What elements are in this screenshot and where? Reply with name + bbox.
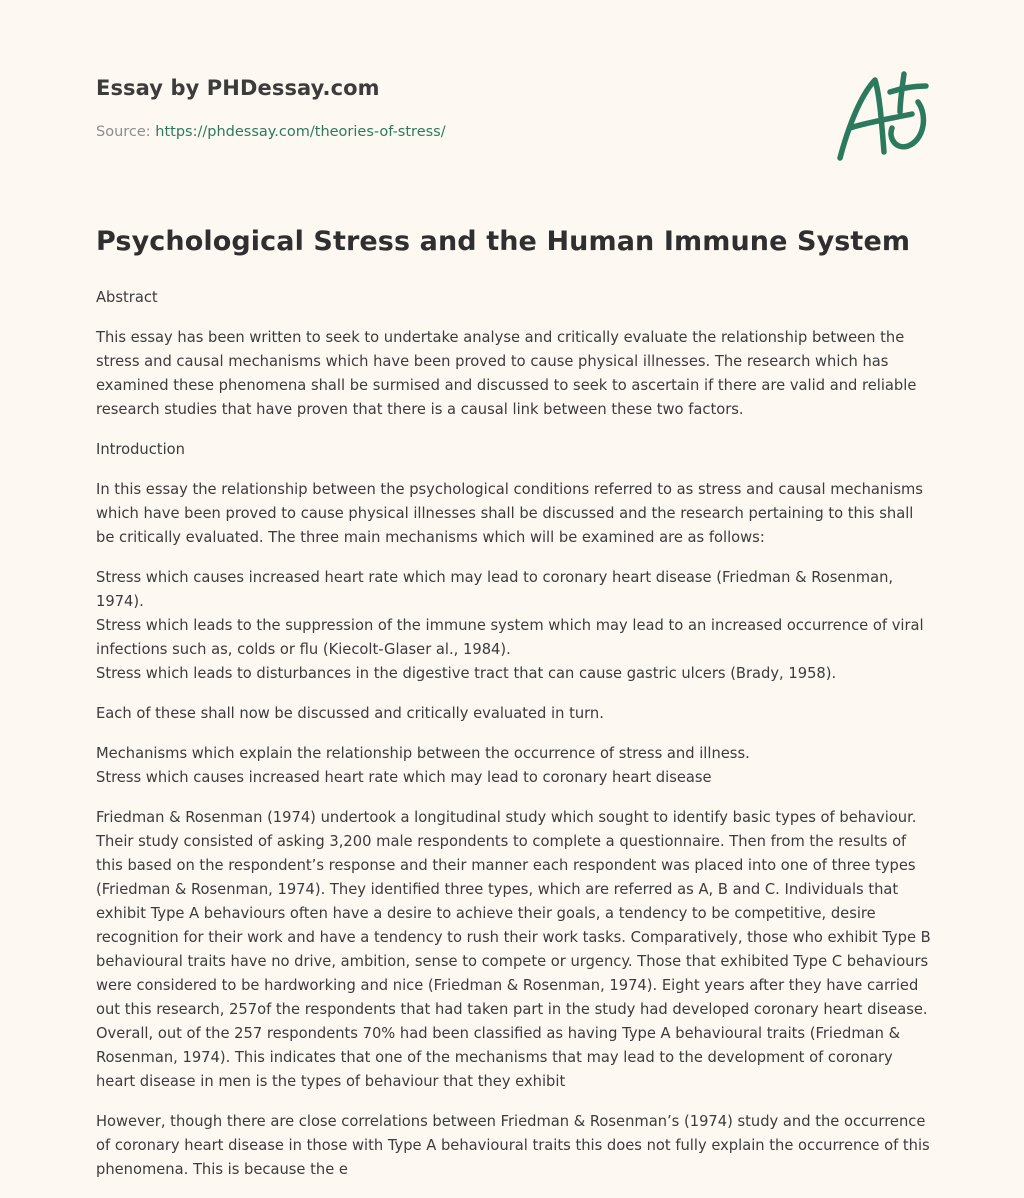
abstract-paragraph: This essay has been written to seek to undertake analyse and critically evaluate the relationship between the stress and causal mechanisms which have been proved to cause physical illnesses. The research which has examined these phenomena shall be surmised and discussed to seek to ascertain if there are valid and reliable research studies that have proven that there is a causal link between these two factors. — [96, 329, 917, 418]
introduction-heading: Introduction — [96, 441, 185, 458]
friedman-paragraph: Friedman & Rosenman (1974) undertook a longitudinal study which sought to identify basic types of behaviour. Their study consisted of asking 3,200 male respondents to complete a questionnaire. Then from the results of this based on the respondent’s response and their manner each respondent was placed into one of three types (Friedman & Rosenman, 1974). They identified three types, which are referred as A, B and C. Individuals that exhibit Type A behaviours often have a desire to achieve their goals, a tendency to be competitive, desire recognition for their work and have a tendency to rush their work tasks. Comparatively, those who exhibit Type B behavioural traits have no drive, ambition, sense to compete or urgency. Those that exhibited Type C behaviours were considered to be hardworking and nice (Friedman & Rosenman, 1974). Eight years after they have carried out this research, 257of the respondents that had taken part in the study had developed coronary heart disease. Overall, out of the 257 respondents 70% had been classified as having Type A behavioural traits (Friedman & Rosenman, 1974). This indicates that one of the mechanisms that may lead to the development of coronary heart disease in men is the types of behaviour that they exhibit — [96, 809, 931, 1090]
section-heading: Mechanisms which explain the relationship between the occurrence of stress and illness. — [96, 745, 750, 762]
however-paragraph: However, though there are close correlations between Friedman & Rosenman’s (1974) study and the occurrence of coronary heart disease in those with Type A behavioural traits this does not fully explain the occurrence of this phenomena. This is because the e — [96, 1113, 930, 1178]
page-header — [96, 0, 928, 180]
source-link[interactable]: https://phdessay.com/theories-of-stress/ — [155, 124, 446, 140]
a-plus-logo-icon — [830, 66, 934, 166]
site-brand: Essay by PHDessay.com — [96, 76, 380, 100]
mechanism-item: Stress which causes increased heart rate which may lead to coronary heart disease (Friedman & Rosenman, 1974). — [96, 569, 894, 610]
abstract-heading: Abstract — [96, 289, 158, 306]
subsection-heading: Stress which causes increased heart rate which may lead to coronary heart disease — [96, 769, 712, 786]
mechanism-item: Stress which leads to disturbances in the digestive tract that can cause gastric ulcers (Brady, 1958). — [96, 665, 837, 682]
essay-body — [96, 286, 936, 1198]
mechanisms-list — [96, 566, 936, 686]
source-label: Source: — [96, 124, 151, 140]
source-line — [96, 124, 446, 140]
essay-title: Psychological Stress and the Human Immune System — [96, 226, 911, 257]
introduction-paragraph: In this essay the relationship between the psychological conditions referred to as stress and causal mechanisms which have been proved to cause physical illnesses shall be discussed and the research pertaining to this shall be critically evaluated. The three main mechanisms which will be examined are as follows: — [96, 481, 923, 546]
mechanism-item: Stress which leads to the suppression of the immune system which may lead to an increased occurrence of viral infections such as, colds or flu (Kiecolt-Glaser al., 1984). — [96, 617, 924, 658]
transition-paragraph: Each of these shall now be discussed and critically evaluated in turn. — [96, 705, 604, 722]
